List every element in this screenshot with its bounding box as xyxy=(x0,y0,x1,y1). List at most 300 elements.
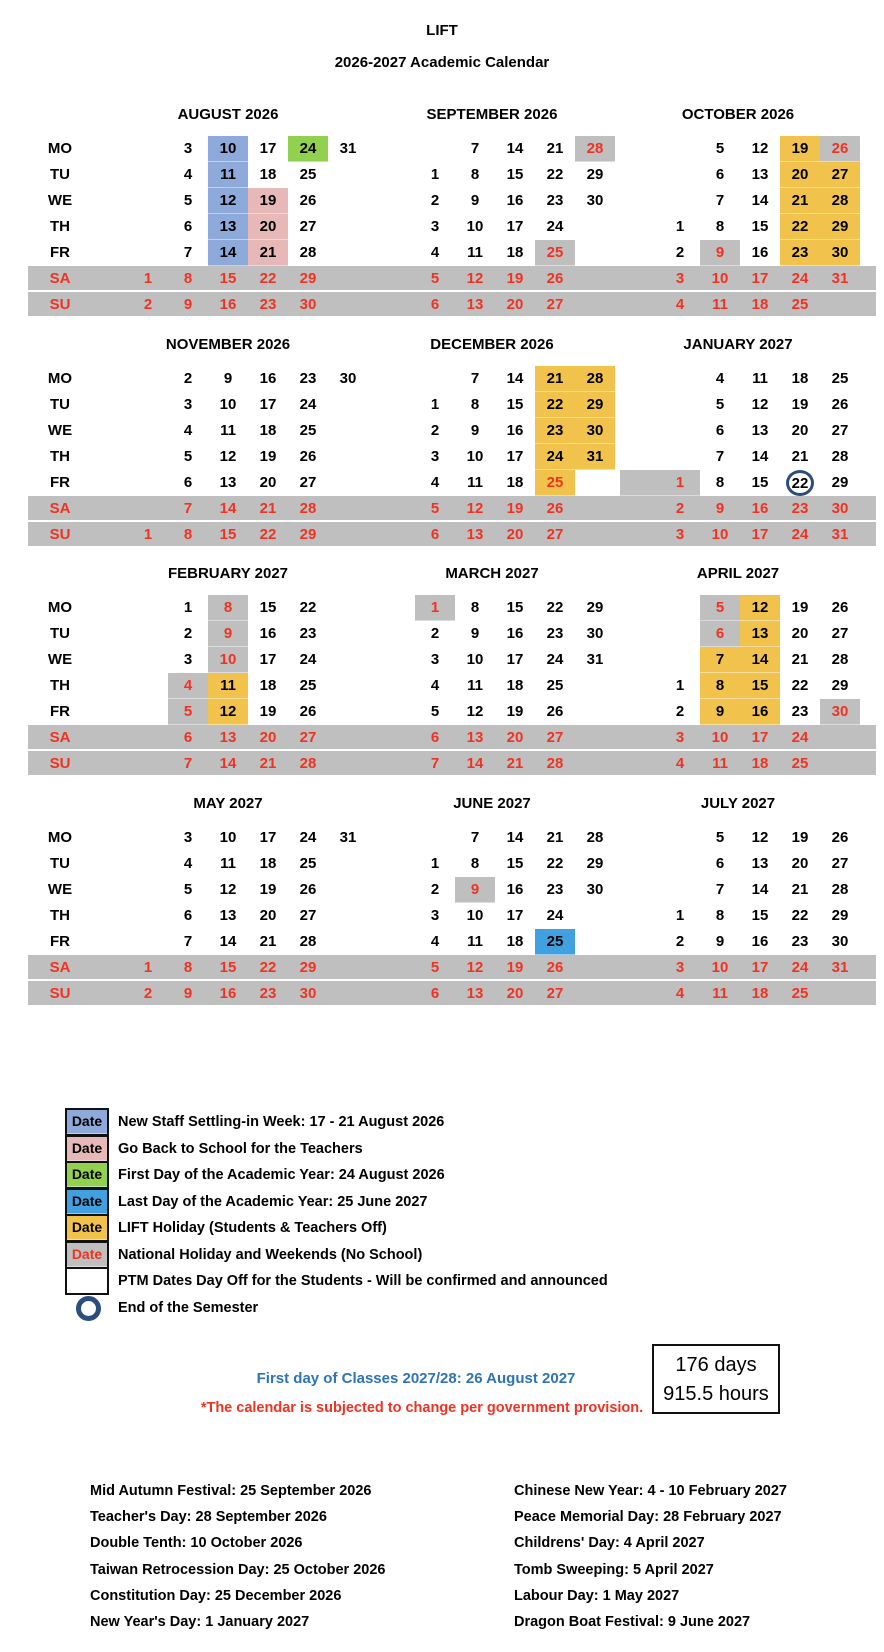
day-cell: 5 xyxy=(183,448,193,465)
day-cell: 3 xyxy=(675,526,685,543)
day-row-label: TU xyxy=(50,166,70,183)
day-cell: 11 xyxy=(752,370,768,387)
day-cell: 11 xyxy=(220,422,236,439)
day-cell: 15 xyxy=(751,474,769,491)
day-row-label: WE xyxy=(47,422,73,439)
day-cell: 30 xyxy=(586,192,604,209)
day-cell: 23 xyxy=(546,881,564,898)
day-cell: 21 xyxy=(546,140,564,157)
day-cell: 11 xyxy=(712,985,728,1002)
day-cell: 30 xyxy=(820,240,860,266)
day-cell: 13 xyxy=(751,166,769,183)
day-cell: 28 xyxy=(299,933,317,950)
month-title: DECEMBER 2026 xyxy=(430,336,554,353)
day-cell: 14 xyxy=(506,140,524,157)
day-cell: 25 xyxy=(535,470,575,496)
day-cell: 27 xyxy=(831,422,849,439)
day-cell: 2 xyxy=(675,703,685,720)
day-cell: 27 xyxy=(546,296,564,313)
end-of-semester-circle: 22 xyxy=(786,470,814,496)
day-cell: 28 xyxy=(586,829,604,846)
day-cell: 18 xyxy=(259,166,277,183)
day-cell: 26 xyxy=(546,703,564,720)
day-cell: 12 xyxy=(740,595,780,621)
day-cell: 5 xyxy=(715,829,725,846)
legend-swatch-1: Date xyxy=(65,1108,109,1136)
day-cell: 15 xyxy=(506,396,524,413)
day-cell: 6 xyxy=(430,296,440,313)
day-cell: 25 xyxy=(546,677,564,694)
day-cell: 1 xyxy=(430,166,440,183)
day-cell: 27 xyxy=(299,218,317,235)
day-row-label: TH xyxy=(50,218,70,235)
day-cell: 2 xyxy=(430,625,440,642)
day-cell: 19 xyxy=(791,599,809,616)
day-cell: 11 xyxy=(220,855,236,872)
day-cell: 25 xyxy=(299,166,317,183)
day-cell: 3 xyxy=(675,959,685,976)
day-cell: 19 xyxy=(791,829,809,846)
day-cell: 24 xyxy=(791,729,809,746)
day-cell: 4 xyxy=(183,422,193,439)
day-cell: 24 xyxy=(535,444,575,470)
day-cell: 10 xyxy=(466,907,484,924)
day-cell: 22 xyxy=(535,392,575,418)
holiday-item: Double Tenth: 10 October 2026 xyxy=(90,1535,303,1552)
day-cell: 26 xyxy=(831,829,849,846)
next-year-note: First day of Classes 2027/28: 26 August 2027 xyxy=(256,1370,576,1387)
day-cell: 26 xyxy=(831,396,849,413)
day-cell: 20 xyxy=(506,526,524,543)
day-cell: 16 xyxy=(506,192,524,209)
day-cell: 9 xyxy=(700,699,740,725)
day-cell: 15 xyxy=(219,270,237,287)
day-cell: 2 xyxy=(143,985,153,1002)
day-cell: 17 xyxy=(259,651,277,668)
legend-label: PTM Dates Day Off for the Students - Will be confirmed and announced xyxy=(118,1273,608,1289)
day-cell: 16 xyxy=(219,985,237,1002)
summary-box xyxy=(652,1344,780,1414)
day-cell: 6 xyxy=(430,526,440,543)
day-cell: 22 xyxy=(791,907,809,924)
day-cell: 12 xyxy=(751,396,769,413)
holiday-item: Dragon Boat Festival: 9 June 2027 xyxy=(514,1614,751,1630)
day-cell: 28 xyxy=(831,881,849,898)
day-cell: 8 xyxy=(183,270,193,287)
day-cell: 19 xyxy=(506,959,524,976)
day-cell: 6 xyxy=(183,218,193,235)
day-cell: 7 xyxy=(470,140,480,157)
day-cell: 23 xyxy=(791,703,809,720)
day-cell: 5 xyxy=(183,881,193,898)
day-cell: 1 xyxy=(430,396,440,413)
day-cell: 12 xyxy=(466,703,484,720)
day-cell: 10 xyxy=(466,651,484,668)
day-cell: 19 xyxy=(506,270,524,287)
day-cell: 21 xyxy=(506,755,524,772)
day-cell: 20 xyxy=(791,625,809,642)
legend-swatch-7 xyxy=(65,1267,109,1295)
day-cell: 19 xyxy=(780,136,820,162)
day-cell: 8 xyxy=(715,907,725,924)
day-cell: 9 xyxy=(470,422,480,439)
day-cell: 29 xyxy=(586,166,604,183)
day-cell: 2 xyxy=(430,881,440,898)
day-cell: 15 xyxy=(259,599,277,616)
day-cell: 24 xyxy=(299,396,317,413)
day-cell: 31 xyxy=(339,140,357,157)
day-cell: 22 xyxy=(259,526,277,543)
day-cell: 25 xyxy=(831,370,849,387)
day-cell: 16 xyxy=(259,370,277,387)
summary-days: 176 days xyxy=(675,1354,757,1376)
day-cell: 28 xyxy=(831,651,849,668)
holiday-item: Constitution Day: 25 December 2026 xyxy=(90,1587,342,1604)
day-row-label: TH xyxy=(50,448,70,465)
legend-label: National Holiday and Weekends (No School) xyxy=(118,1246,423,1263)
day-cell: 4 xyxy=(168,673,208,699)
day-cell: 21 xyxy=(780,188,820,214)
day-cell: 28 xyxy=(820,188,860,214)
day-cell: 25 xyxy=(299,677,317,694)
day-cell: 3 xyxy=(183,651,193,668)
day-cell: 10 xyxy=(711,270,729,287)
day-cell: 20 xyxy=(259,907,277,924)
day-cell: 30 xyxy=(831,933,849,950)
day-cell: 31 xyxy=(586,651,604,668)
day-cell: 22 xyxy=(546,599,564,616)
day-cell: 3 xyxy=(430,651,440,668)
day-cell: 24 xyxy=(546,218,564,235)
legend-swatch-4: Date xyxy=(65,1188,109,1216)
day-cell: 3 xyxy=(675,270,685,287)
day-cell: 8 xyxy=(470,599,480,616)
day-cell: 21 xyxy=(259,933,277,950)
day-row-label: SU xyxy=(49,296,71,313)
day-cell: 9 xyxy=(470,192,480,209)
month-title: MARCH 2027 xyxy=(445,565,539,582)
day-cell: 20 xyxy=(780,162,820,188)
day-cell: 3 xyxy=(183,140,193,157)
day-cell: 1 xyxy=(143,270,153,287)
day-cell: 9 xyxy=(183,296,193,313)
day-cell: 7 xyxy=(715,448,725,465)
day-cell: 18 xyxy=(506,677,524,694)
legend-label: First Day of the Academic Year: 24 August 2026 xyxy=(118,1167,445,1183)
day-cell: 16 xyxy=(506,422,524,439)
day-cell: 13 xyxy=(219,474,237,491)
day-cell: 1 xyxy=(660,470,700,496)
day-cell: 8 xyxy=(715,474,725,491)
day-cell: 19 xyxy=(259,703,277,720)
day-cell: 23 xyxy=(259,296,277,313)
day-cell: 15 xyxy=(506,166,524,183)
page-subtitle: 2026-2027 Academic Calendar xyxy=(334,54,550,71)
day-cell: 25 xyxy=(299,855,317,872)
holiday-item: Mid Autumn Festival: 25 September 2026 xyxy=(90,1483,372,1499)
day-cell: 8 xyxy=(183,959,193,976)
day-cell: 16 xyxy=(506,881,524,898)
day-cell: 15 xyxy=(219,959,237,976)
day-cell xyxy=(780,470,820,496)
day-cell: 24 xyxy=(299,651,317,668)
day-cell: 10 xyxy=(711,959,729,976)
month-title: NOVEMBER 2026 xyxy=(165,336,291,353)
month-title: APRIL 2027 xyxy=(696,565,780,582)
day-cell: 10 xyxy=(208,647,248,673)
day-cell: 14 xyxy=(751,881,769,898)
day-cell: 21 xyxy=(248,240,288,266)
day-cell: 2 xyxy=(675,500,685,517)
day-cell: 3 xyxy=(430,907,440,924)
day-cell: 22 xyxy=(299,599,317,616)
day-cell: 17 xyxy=(506,907,524,924)
day-cell: 20 xyxy=(506,296,524,313)
day-cell: 16 xyxy=(751,500,769,517)
day-cell: 1 xyxy=(183,599,193,616)
day-cell: 4 xyxy=(430,677,440,694)
page-title: LIFT xyxy=(426,22,458,39)
day-cell: 18 xyxy=(506,474,524,491)
day-cell: 14 xyxy=(506,829,524,846)
summary-hours: 915.5 hours xyxy=(663,1383,769,1405)
day-cell: 6 xyxy=(183,907,193,924)
day-cell: 26 xyxy=(299,448,317,465)
day-cell: 15 xyxy=(751,907,769,924)
day-cell: 17 xyxy=(751,526,769,543)
disclaimer-note: *The calendar is subjected to change per government provision. xyxy=(200,1400,644,1416)
day-cell: 10 xyxy=(711,526,729,543)
day-cell: 16 xyxy=(506,625,524,642)
day-cell: 12 xyxy=(466,959,484,976)
day-row-label: FR xyxy=(50,933,70,950)
day-cell: 17 xyxy=(751,270,769,287)
day-cell: 26 xyxy=(299,703,317,720)
legend-label: Go Back to School for the Teachers xyxy=(118,1140,363,1157)
day-cell: 1 xyxy=(143,959,153,976)
day-cell: 2 xyxy=(675,244,685,261)
day-cell: 19 xyxy=(791,396,809,413)
day-cell: 3 xyxy=(430,448,440,465)
day-cell: 23 xyxy=(299,625,317,642)
day-cell: 9 xyxy=(208,621,248,647)
legend-swatch-2: Date xyxy=(65,1135,109,1163)
day-cell: 20 xyxy=(506,729,524,746)
day-cell: 29 xyxy=(586,855,604,872)
day-cell: 17 xyxy=(506,218,524,235)
day-row-label: FR xyxy=(50,703,70,720)
day-cell: 29 xyxy=(299,526,317,543)
day-cell: 18 xyxy=(259,855,277,872)
day-row-label: SU xyxy=(49,985,71,1002)
day-cell: 9 xyxy=(715,500,725,517)
day-cell: 7 xyxy=(700,647,740,673)
day-cell: 31 xyxy=(831,526,849,543)
day-cell: 25 xyxy=(535,929,575,955)
day-cell: 17 xyxy=(259,829,277,846)
day-row-label: WE xyxy=(47,881,73,898)
day-cell: 4 xyxy=(183,855,193,872)
day-cell: 26 xyxy=(546,959,564,976)
day-cell: 12 xyxy=(219,881,237,898)
day-cell: 11 xyxy=(467,474,483,491)
day-cell: 7 xyxy=(470,370,480,387)
day-cell: 3 xyxy=(183,396,193,413)
day-cell: 17 xyxy=(259,396,277,413)
day-cell: 21 xyxy=(259,500,277,517)
day-cell: 23 xyxy=(259,985,277,1002)
day-cell: 6 xyxy=(700,621,740,647)
day-cell: 26 xyxy=(546,270,564,287)
day-cell: 10 xyxy=(466,448,484,465)
day-cell: 23 xyxy=(546,192,564,209)
day-row-label: MO xyxy=(47,599,73,616)
day-cell: 17 xyxy=(259,140,277,157)
day-cell: 6 xyxy=(183,729,193,746)
day-cell: 28 xyxy=(299,500,317,517)
day-cell: 14 xyxy=(219,500,237,517)
day-cell: 23 xyxy=(791,933,809,950)
day-cell: 18 xyxy=(751,755,769,772)
day-cell: 28 xyxy=(575,136,615,162)
day-cell: 16 xyxy=(219,296,237,313)
day-cell: 22 xyxy=(259,959,277,976)
day-cell: 12 xyxy=(466,500,484,517)
day-cell: 13 xyxy=(208,214,248,240)
holiday-item: Childrens' Day: 4 April 2027 xyxy=(514,1535,705,1552)
day-cell: 7 xyxy=(183,755,193,772)
day-cell: 21 xyxy=(546,829,564,846)
day-cell: 1 xyxy=(675,677,685,694)
day-cell: 21 xyxy=(259,755,277,772)
day-row-label: SU xyxy=(49,755,71,772)
month-title: SEPTEMBER 2026 xyxy=(426,106,558,123)
day-row-label: FR xyxy=(50,244,70,261)
day-cell: 26 xyxy=(820,136,860,162)
day-cell: 5 xyxy=(168,699,208,725)
day-cell: 11 xyxy=(712,755,728,772)
day-row-label: TU xyxy=(50,396,70,413)
day-cell: 5 xyxy=(430,703,440,720)
day-row-label: SA xyxy=(49,959,71,976)
day-cell: 25 xyxy=(535,240,575,266)
day-cell: 2 xyxy=(675,933,685,950)
day-cell: 6 xyxy=(715,422,725,439)
day-cell: 7 xyxy=(183,500,193,517)
month-title: JANUARY 2027 xyxy=(683,336,793,353)
day-cell: 4 xyxy=(430,933,440,950)
day-cell: 16 xyxy=(751,933,769,950)
day-cell: 19 xyxy=(248,188,288,214)
day-cell: 13 xyxy=(740,621,780,647)
day-cell: 17 xyxy=(751,959,769,976)
day-cell: 27 xyxy=(831,855,849,872)
day-cell: 24 xyxy=(791,270,809,287)
month-title: MAY 2027 xyxy=(193,795,263,812)
day-cell: 3 xyxy=(183,829,193,846)
day-cell: 15 xyxy=(506,599,524,616)
day-cell: 2 xyxy=(143,296,153,313)
day-cell: 14 xyxy=(219,755,237,772)
day-cell: 5 xyxy=(715,140,725,157)
day-cell: 12 xyxy=(466,270,484,287)
month-title: JULY 2027 xyxy=(700,795,776,812)
day-cell: 19 xyxy=(259,448,277,465)
day-cell: 8 xyxy=(183,526,193,543)
day-cell: 12 xyxy=(751,829,769,846)
day-cell: 15 xyxy=(219,526,237,543)
day-cell: 29 xyxy=(299,270,317,287)
day-cell: 10 xyxy=(711,729,729,746)
day-cell: 22 xyxy=(780,214,820,240)
day-cell: 1 xyxy=(415,595,455,621)
day-cell: 11 xyxy=(467,244,483,261)
day-cell: 6 xyxy=(715,855,725,872)
day-cell: 9 xyxy=(183,985,193,1002)
day-row-label: WE xyxy=(47,651,73,668)
day-cell: 23 xyxy=(535,418,575,444)
day-cell: 11 xyxy=(467,933,483,950)
day-cell: 8 xyxy=(715,218,725,235)
day-row-label: MO xyxy=(47,140,73,157)
day-cell: 13 xyxy=(466,985,484,1002)
day-cell: 30 xyxy=(575,418,615,444)
day-cell: 18 xyxy=(791,370,809,387)
day-cell: 20 xyxy=(248,214,288,240)
day-cell: 14 xyxy=(740,647,780,673)
day-cell: 5 xyxy=(700,595,740,621)
day-cell: 21 xyxy=(535,366,575,392)
day-cell: 16 xyxy=(259,625,277,642)
day-row-label: TU xyxy=(50,855,70,872)
day-cell: 27 xyxy=(546,985,564,1002)
day-cell: 4 xyxy=(675,985,685,1002)
day-cell: 18 xyxy=(506,933,524,950)
day-cell: 4 xyxy=(715,370,725,387)
day-cell: 18 xyxy=(259,677,277,694)
day-cell: 4 xyxy=(430,244,440,261)
day-cell: 9 xyxy=(223,370,233,387)
day-cell: 22 xyxy=(546,855,564,872)
day-cell: 24 xyxy=(299,829,317,846)
day-cell: 13 xyxy=(219,907,237,924)
day-cell: 5 xyxy=(430,959,440,976)
day-cell: 4 xyxy=(430,474,440,491)
holiday-item: Labour Day: 1 May 2027 xyxy=(514,1587,680,1604)
holiday-item: New Year's Day: 1 January 2027 xyxy=(90,1614,310,1630)
day-cell: 28 xyxy=(575,366,615,392)
day-cell: 26 xyxy=(299,192,317,209)
day-cell: 30 xyxy=(820,699,860,725)
day-cell: 22 xyxy=(546,166,564,183)
holiday-item: Teacher's Day: 28 September 2026 xyxy=(90,1509,327,1526)
day-cell: 10 xyxy=(219,829,237,846)
day-cell: 7 xyxy=(715,192,725,209)
day-cell: 13 xyxy=(751,422,769,439)
day-cell: 5 xyxy=(430,270,440,287)
day-cell: 20 xyxy=(506,985,524,1002)
day-cell: 12 xyxy=(208,699,248,725)
day-row-label: TH xyxy=(50,907,70,924)
day-cell: 18 xyxy=(751,985,769,1002)
day-cell: 2 xyxy=(430,192,440,209)
day-cell: 23 xyxy=(299,370,317,387)
day-cell: 7 xyxy=(470,829,480,846)
day-cell: 26 xyxy=(831,599,849,616)
day-cell: 10 xyxy=(208,136,248,162)
day-cell: 14 xyxy=(466,755,484,772)
day-cell: 31 xyxy=(575,444,615,470)
